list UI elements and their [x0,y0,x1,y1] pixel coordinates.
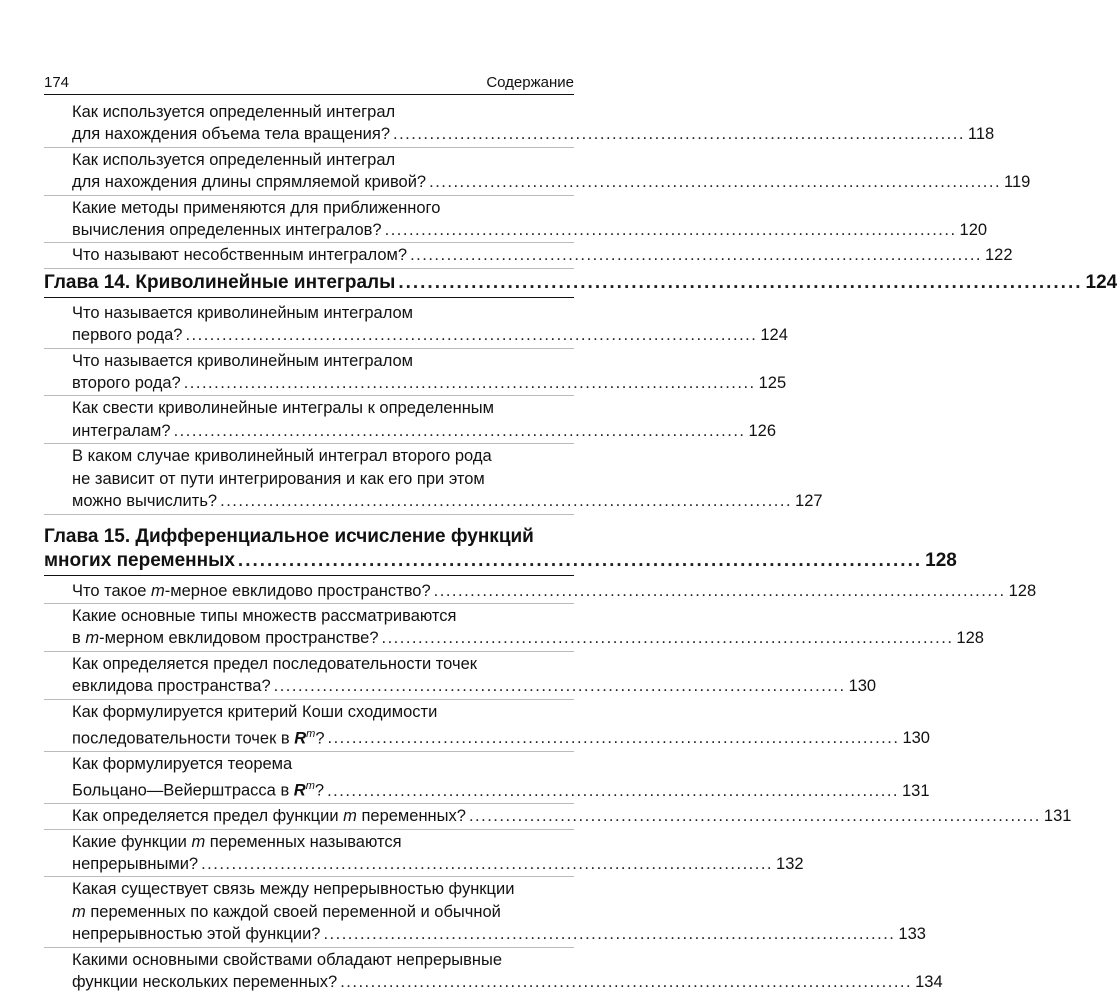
entry-page: 118 [967,125,995,144]
toc-entry[interactable] [44,949,943,995]
entry-page: 119 [1004,173,1031,192]
leader-dots: .............................................................................................. [410,246,982,265]
entry-text-line: для нахождения длины спрямляемой кривой? [72,173,427,192]
leader-dots: .............................................................................................. [429,173,1002,192]
entry-page: 128 [956,629,984,648]
toc-entry[interactable] [44,149,1031,196]
entry-text-line: непрерывностью этой функции? [72,925,321,944]
entry-text-line: Какие функции m переменных называются [72,832,402,851]
toc-entry[interactable] [44,445,823,514]
entry-text-line: Как используется определенный интеграл [72,150,396,169]
toc-entry[interactable] [44,831,804,878]
book-page [44,72,1117,995]
entry-text-line: Как свести криволинейные интегралы к определенным [72,399,495,418]
entry-text-line: интегралам? [72,421,171,440]
entry-page: 128 [1008,581,1037,600]
entry-page: 133 [898,925,926,944]
entry-page: 125 [758,374,787,393]
entry-text-line: Как определяется предел функции m переменных? [72,807,466,826]
chapter-title: Глава 14. Криволинейные интегралы [44,271,396,293]
toc-entry[interactable] [44,653,877,700]
leader-dots: .............................................................................................. [183,374,756,393]
entry-text-line: евклидова пространства? [72,677,271,696]
chapter-heading[interactable] [44,525,957,576]
chapter-heading[interactable] [44,271,1117,298]
entry-text-line: непрерывными? [72,854,199,873]
leader-dots: .............................................................................................. [323,925,896,944]
entry-page: 130 [902,729,930,748]
entry-text-line: Что называют несобственным интегралом? [72,246,408,265]
leader-dots: .............................................................................................. [201,854,774,873]
leader-dots: .............................................................................................. [327,729,900,748]
chapter-page: 124 [1085,271,1117,293]
entry-text-line: Как формулируется критерий Коши сходимости [72,702,438,721]
toc-entry[interactable] [44,701,930,752]
entry-page: 131 [1043,807,1072,826]
entry-text-line: Как формулируется теорема [72,754,293,773]
entry-text-line: Что называется криволинейным интегралом [72,303,414,322]
leader-dots: .............................................................................................. [185,326,758,345]
entry-text-line: для нахождения объема тела вращения? [72,125,390,144]
entry-text-line: вычисления определенных интегралов? [72,221,382,240]
entry-page: 126 [748,421,777,440]
running-head [44,72,574,95]
entry-text-line: Какая существует связь между непрерывностью функции [72,880,515,899]
entry-page: 130 [848,677,877,696]
leader-dots: .............................................................................................. [340,973,913,991]
entry-text-line: В каком случае криволинейный интеграл второго рода [72,447,492,466]
leader-dots: .............................................................................................. [327,781,899,800]
entry-page: 124 [760,326,788,345]
entry-page: 122 [985,246,1013,265]
entry-text-line: Какими основными свойствами обладают непрерывные [72,950,503,969]
entry-text-line: Как используется определенный интеграл [72,103,396,121]
toc-entry[interactable] [44,753,930,804]
toc-entry[interactable] [44,244,1013,268]
entry-text-line: последовательности точек в $R^m$? [72,727,325,748]
entry-text-line: Что называется криволинейным интегралом [72,351,414,370]
entry-text-line: второго рода? [72,374,181,393]
entry-text-line: Больцано—Вейерштрасса в $R^m$? [72,780,325,800]
entry-text-line: Что такое m-мерное евклидово пространство? [72,581,431,600]
chapter-title: многих переменных [44,549,235,571]
toc-entry[interactable] [44,580,1037,604]
leader-dots: .............................................................................................. [468,807,1041,826]
toc-entry[interactable] [44,397,777,444]
entry-text-line: Какие основные типы множеств рассматриваются [72,606,457,625]
toc-entry[interactable] [44,350,787,397]
entry-page: 127 [795,492,823,511]
entry-text-line: m переменных по каждой своей переменной и обычной [72,902,501,921]
table-of-contents [44,101,1117,994]
leader-dots: .............................................................................................. [273,677,846,696]
toc-entry[interactable] [44,605,984,652]
entry-page: 120 [959,221,988,240]
leader-dots: .............................................................................................. [384,221,957,240]
leader-dots: .............................................................................................. [393,125,965,144]
entry-text-line: Какие методы применяются для приближенного [72,198,441,217]
entry-text-line: Как определяется предел последовательности точек [72,654,477,673]
entry-text-line: в m-мерном евклидовом пространстве? [72,629,379,648]
toc-entry[interactable] [44,101,995,148]
leader-dots: .............................................................................................. [220,492,793,511]
leader-dots: .............................................................................................. [398,271,1083,293]
entry-text-line: функции нескольких переменных? [72,973,338,991]
leader-dots: .............................................................................................. [237,549,923,571]
entry-text-line: можно вычислить? [72,492,218,511]
toc-entry[interactable] [44,878,926,947]
toc-entry[interactable] [44,302,788,349]
entry-page: 132 [776,854,804,873]
chapter-title: Глава 15. Дифференциальное исчисление функций [44,525,534,547]
leader-dots: .............................................................................................. [433,581,1006,600]
leader-dots: .............................................................................................. [381,629,954,648]
entry-text-line: не зависит от пути интегрирования и как его при этом [72,469,485,488]
entry-page: 134 [915,973,943,991]
chapter-page: 128 [925,549,957,571]
toc-entry[interactable] [44,197,988,244]
running-title: Содержание [486,74,574,91]
leader-dots: .............................................................................................. [173,421,746,440]
entry-page: 131 [902,781,930,800]
page-number: 174 [44,74,70,91]
entry-text-line: первого рода? [72,326,183,345]
toc-entry[interactable] [44,805,1072,829]
